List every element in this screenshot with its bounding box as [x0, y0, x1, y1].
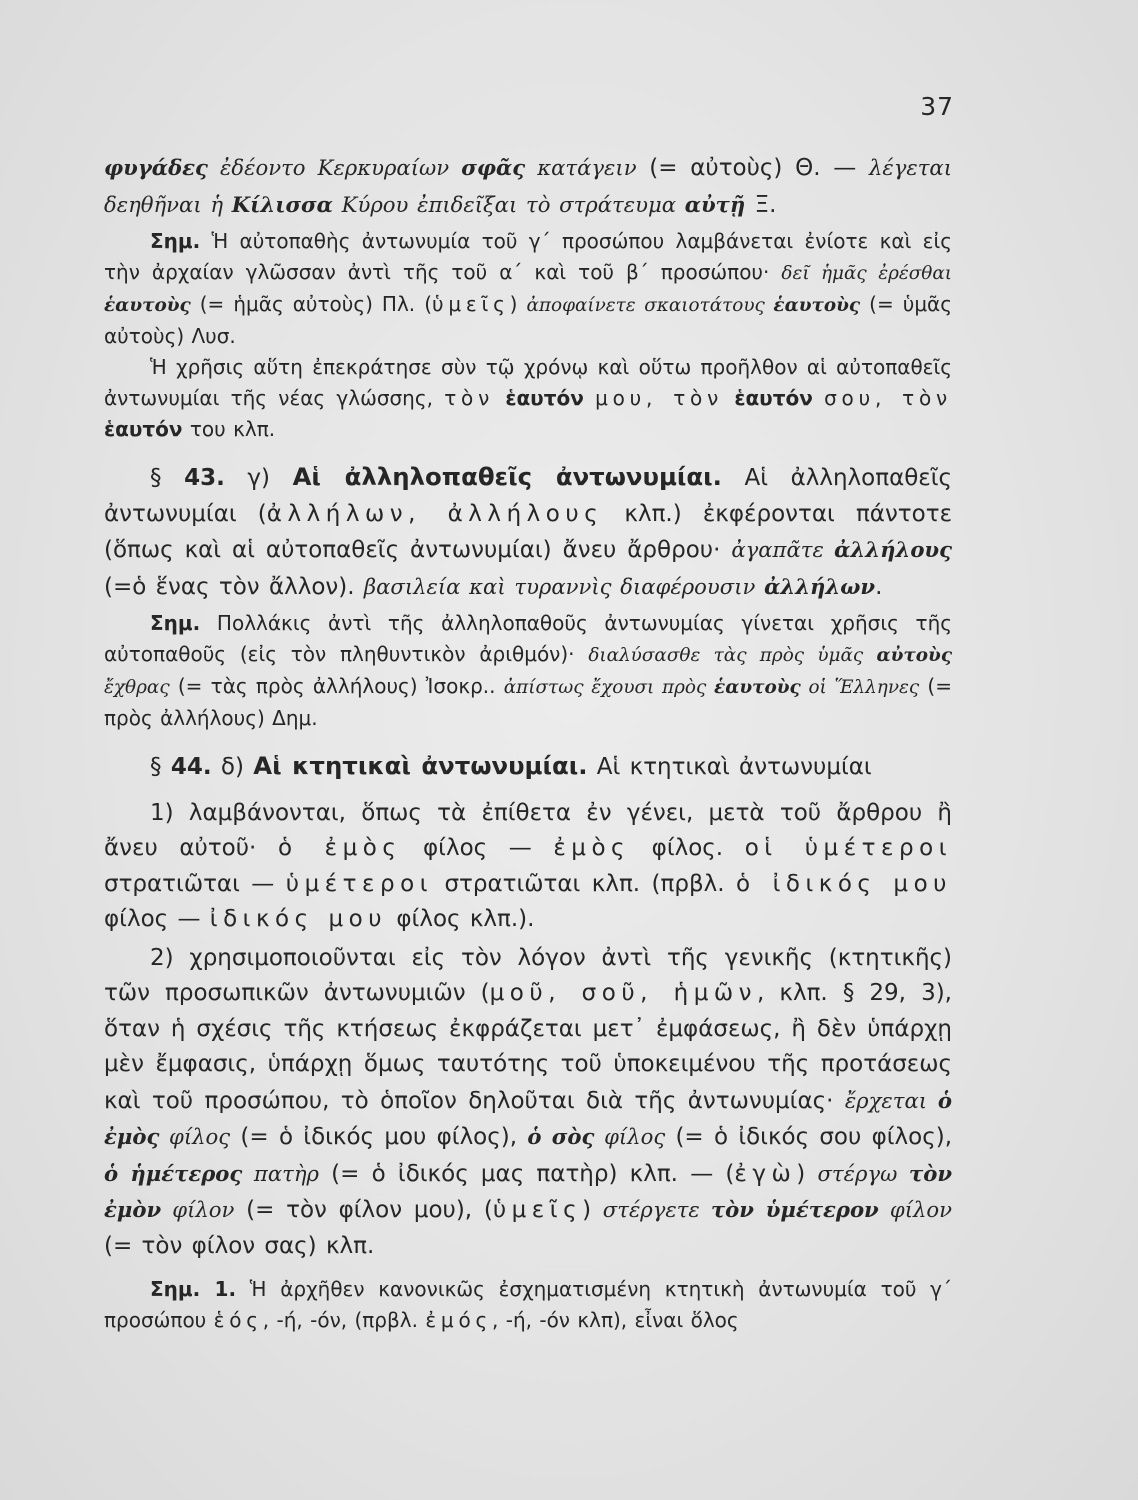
text-run: δεῖ ἡμᾶς ἐρέσθαι [781, 263, 952, 284]
text-run: ἐγὼ [734, 1160, 797, 1187]
text-run: ἑαυτοὺς [714, 677, 801, 698]
text-run: ὁ σὸς [527, 1124, 595, 1149]
text-run: φίλος [159, 1124, 231, 1149]
text-run: ὁ ἐμὸς [277, 835, 402, 861]
text-run: δ) [211, 754, 254, 780]
text-run: αὐτοὺς [876, 645, 953, 666]
text-run: Αἱ ἀλληλοπαθεῖς ἀντωνυμίαι ( [104, 465, 953, 527]
text-run: ὁ ἡμέτερος [104, 1160, 243, 1186]
text-run: ἀλλήλους [834, 537, 952, 562]
text-run: Ἡ χρῆσις αὕτη ἐπεκράτησε σὺν τῷ χρόνῳ καὶ οὕτω προῆλθον αἱ αὐτοπαθεῖς ἀντωνυμίαι τῆς νέας γλώσσης, [104, 355, 952, 410]
section-symbol: § [150, 754, 171, 780]
text-run: φίλος κλπ.). [387, 906, 535, 932]
text-run: σφᾶς [461, 155, 526, 180]
text-run: μοῦ, σοῦ, ἡμῶν [489, 980, 758, 1006]
text-run: ὁ ἰδικός μου [736, 870, 952, 897]
text-run: αὐτῇ [684, 191, 746, 217]
text-run: οἱ Ἕλληνες [800, 677, 920, 698]
text-run: διαλύσασθε τὰς πρὸς ὑμᾶς [588, 645, 877, 666]
page-body [104, 150, 952, 1336]
text-run: . [875, 573, 883, 600]
text-run: (= τὸν φίλον σας) κλπ. [104, 1232, 375, 1259]
text-run: κλπ.) ἐκφέρονται πάντοτε (ὅπως καὶ αἱ αὐτοπαθεῖς ἀντωνυμίαι) ἄνευ ἄρθρου· [104, 500, 952, 563]
section-number: 44. [170, 754, 212, 780]
text-run: 2) χρησιμοποιοῦνται εἰς τὸν λόγον ἀντὶ τῆς γενικῆς (κτητικῆς) τῶν προσωπικῶν ἀντωνυμιῶν ( [104, 944, 952, 1006]
text-run: οἱ ὑμέτεροι [744, 835, 952, 861]
section-symbol: § [150, 465, 185, 491]
text-run: ) [796, 1160, 818, 1187]
text-run: ἀλλήλων [764, 573, 876, 599]
text-run: ἑαυτοὺς [104, 295, 191, 316]
text-run [494, 386, 505, 410]
text-run: , -ή, -όν κλπ), εἶναι ὅλος [492, 1308, 739, 1332]
text-run: τὸν ὑμέτερον [710, 1197, 879, 1222]
text-run: ἑαυτοὺς [773, 295, 861, 316]
text-run: ἑαυτόν [505, 386, 584, 410]
text-run: μου, τὸν [595, 386, 724, 410]
text-run: (= ὁ ἰδικός μας πατὴρ) κλπ. — ( [318, 1160, 735, 1187]
text-run: φίλον [878, 1197, 952, 1222]
text-run: (= ἡμᾶς αὐτοὺς) Πλ. ( [190, 292, 433, 316]
text-run: Ἡ αὐτοπαθὴς ἀντωνυμία τοῦ γ΄ προσώπου λαμβάνεται ἐνίοτε καὶ εἰς τὴν ἀρχαίαν γλῶσσαν ἀντὶ τῆς τοῦ α΄ καὶ τοῦ β΄ προσώπου· [104, 229, 952, 284]
text-run: Κίλισσα [231, 191, 333, 217]
text-run: γ) [224, 465, 293, 491]
note-reciprocal-reflexive [104, 608, 952, 734]
text-run: φίλος — [104, 906, 210, 932]
note-label: Σημ. 1. [150, 1277, 237, 1301]
text-run: Πολλάκις ἀντὶ τῆς ἀλληλοπαθοῦς ἀντωνυμίας γίνεται χρῆσις τῆς αὐτοπαθοῦς (εἰς τὸν πληθυντικὸν ἀριθμόν)· [104, 611, 952, 666]
text-run [584, 386, 595, 410]
text-run: (= τὰς πρὸς ἀλλήλους) Ἰσοκρ.. [169, 674, 504, 698]
note-reflexive-third-person [104, 226, 952, 352]
text-run: (= ὑμᾶς αὐτοὺς) Λυσ. [104, 292, 952, 348]
text-run: ὁ ἐμὸς [104, 1087, 952, 1149]
text-run: ἑός [213, 1308, 263, 1332]
section-43-reciprocal-pronouns [104, 459, 952, 605]
text-run: (= τὸν φίλον μου), ( [234, 1197, 493, 1223]
paragraph-possessive-rule-2 [104, 941, 952, 1265]
text-run: (= αὐτοὺς) Θ. — [636, 155, 869, 181]
text-run: ἀποφαίνετε σκαιοτάτους [526, 295, 774, 316]
section-heading: Αἱ κτητικαὶ ἀντωνυμίαι. [253, 751, 588, 780]
text-run: στρατιῶται κλπ. (πρβλ. [433, 870, 737, 897]
text-run: στρατιῶται — [104, 870, 286, 897]
text-run: ἐμὸς [553, 835, 631, 861]
text-run: ἐδέοντο Κερκυραίων [207, 155, 462, 180]
text-run: ἰδικός μου [209, 906, 388, 932]
text-run: βασιλεία καὶ τυραννὶς διαφέρουσιν [363, 573, 765, 599]
text-run: , -ή, -όν, (πρβλ. [262, 1308, 426, 1332]
note-label: Σημ. [150, 229, 201, 253]
text-run: σου, τὸν [824, 386, 953, 410]
text-run: κατάγειν [525, 155, 637, 180]
text-run: ὑμέτεροι [285, 870, 434, 897]
section-44-possessive-pronouns [104, 748, 952, 786]
text-run: φίλος [594, 1124, 666, 1149]
section-number: 43. [184, 465, 225, 491]
text-run: ἀλλήλων, ἀλλήλους [266, 500, 604, 527]
text-run: ὑμεῖς [432, 292, 510, 316]
text-run: Κύρου ἐπιδεῖξαι τὸ στράτευμα [332, 191, 685, 217]
text-run: Ξ. [745, 191, 777, 218]
text-run: φίλον [161, 1197, 235, 1222]
text-run: ἑαυτόν [104, 417, 183, 441]
text-run: 1) λαμβάνονται, ὅπως τὰ ἐπίθετα ἐν γένει, μετὰ τοῦ ἄρθρου ἢ ἄνευ αὐτοῦ· [104, 799, 952, 861]
paragraph-examples-reflexive [104, 150, 952, 223]
text-run: Αἱ κτητικαὶ ἀντωνυμίαι [587, 754, 872, 780]
text-run: ἐμός [425, 1308, 493, 1332]
text-run: τὸν ἐμὸν [104, 1160, 952, 1222]
text-run: ἀπίστως ἔχουσι πρὸς [503, 677, 715, 698]
page-number: 37 [920, 92, 954, 121]
text-run: του κλπ. [182, 417, 276, 441]
text-run: στέργω [817, 1160, 909, 1186]
text-run: πατὴρ [242, 1160, 319, 1186]
text-run [723, 386, 734, 410]
text-run: ) [509, 292, 527, 316]
text-run: στέργετε [602, 1197, 711, 1222]
section-heading: Αἱ ἀλληλοπαθεῖς ἀντωνυμίαι. [292, 462, 722, 491]
text-run: φίλος. [630, 835, 745, 861]
text-run: ἑαυτόν [734, 386, 813, 410]
text-run: (= πρὸς ἀλλήλους) Δημ. [104, 674, 952, 730]
text-run: (=ὁ ἕνας τὸν ἄλλον). [104, 573, 364, 600]
text-run: φίλος — [401, 835, 554, 861]
text-run: Ἡ ἀρχῆθεν κανονικῶς ἐσχηματισμένη κτητικὴ ἀντωνυμία τοῦ γ΄ προσώπου [104, 1277, 952, 1332]
text-run: ἀγαπᾶτε [731, 537, 835, 562]
text-run: φυγάδες [104, 155, 208, 180]
note-1-possessive-third-person [104, 1274, 952, 1336]
text-run: λέγεται δεηθῆναι ἡ [104, 155, 952, 217]
text-run: , κλπ. § 29, 3), ὅταν ἡ σχέσις τῆς κτήσεως ἐκφράζεται μετ᾽ ἐμφάσεως, ἢ δὲν ὑπάρχῃ μὲν ἔμφασις, ὑπάρχῃ ὅμως ταυτότης τοῦ ὑποκειμένου τῆς προτάσεως καὶ τοῦ προσώπου, τὸ ὁποῖον δηλοῦται διὰ τῆς ἀντωνυμίας· [104, 980, 952, 1114]
text-run [813, 386, 824, 410]
text-run: τὸν [444, 386, 495, 410]
note-label: Σημ. [150, 611, 201, 635]
note-modern-usage [104, 352, 952, 445]
text-run: ) [582, 1197, 603, 1223]
paragraph-possessive-rule-1 [104, 796, 952, 938]
text-run: (= ὁ ἰδικός μου φίλος), [230, 1124, 528, 1150]
text-run: ὑμεῖς [492, 1197, 583, 1223]
text-run: (= ὁ ἰδικός σου φίλος), [665, 1124, 953, 1150]
text-run: ἔρχεται [844, 1087, 938, 1113]
text-run: ἔχθρας [104, 677, 170, 698]
